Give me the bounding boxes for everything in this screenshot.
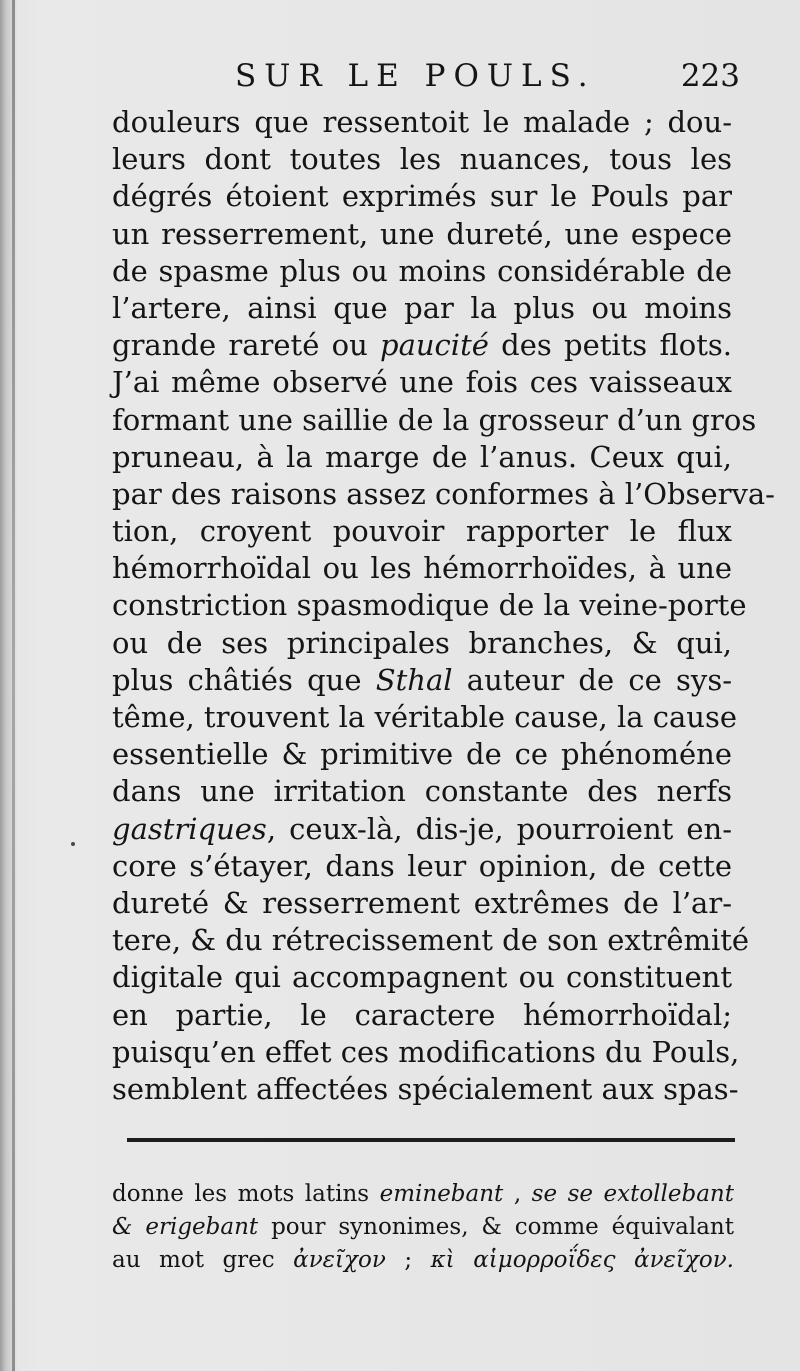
- italic-term: ἀνεῖχον: [293, 1247, 386, 1273]
- text-line-2: [112, 141, 732, 178]
- text-line-16: [112, 662, 732, 699]
- footnote-line-2: [112, 1211, 734, 1244]
- footnote-separator-rule: [127, 1138, 735, 1142]
- text-line-11: [112, 476, 775, 513]
- text-line-8: [112, 364, 732, 401]
- text-line-6: [112, 290, 732, 327]
- text-line-25: [112, 997, 732, 1034]
- footnote-line-1: [112, 1178, 734, 1211]
- footnote-line-3: [112, 1244, 734, 1277]
- ink-speck: [71, 842, 75, 846]
- italic-term: paucité: [380, 328, 489, 363]
- text-segment: pour synonimes, & comme équivalant: [258, 1214, 734, 1240]
- text-line-12: [112, 513, 732, 550]
- text-segment: leurs dont toutes les nuances, tous les: [112, 142, 732, 177]
- italic-term: & erigebant: [112, 1214, 259, 1240]
- text-line-27: [112, 1071, 739, 1108]
- text-segment: tion, croyent pouvoir rapporter le flux: [112, 514, 732, 549]
- text-line-18: [112, 736, 732, 773]
- text-segment: en partie, le caractere hémorrhoïdal;: [112, 997, 732, 1032]
- text-segment: un resserrement, une dureté, une espece: [112, 216, 732, 251]
- text-segment: digitale qui accompagnent ou constituent: [112, 960, 732, 995]
- text-segment: core s’étayer, dans leur opinion, de cette: [112, 848, 732, 883]
- text-segment: puisqu’en effet ces modifications du Pouls,: [112, 1034, 740, 1069]
- text-line-17: [112, 699, 738, 736]
- text-line-14: [112, 587, 747, 624]
- text-line-23: [112, 922, 750, 959]
- text-segment: tême, trouvent la véritable cause, la cause: [112, 700, 738, 734]
- italic-term: se se extollebant: [531, 1181, 734, 1207]
- text-segment: plus châtiés que: [112, 662, 376, 697]
- binding-gutter: [12, 0, 15, 1371]
- text-line-5: [112, 253, 732, 290]
- text-line-9: [112, 402, 757, 439]
- text-segment: ou de ses principales branches, & qui,: [112, 625, 732, 660]
- main-text-block: [112, 104, 775, 1108]
- text-line-24: [112, 959, 732, 996]
- text-segment: douleurs que ressentoit le malade ; dou-: [112, 105, 732, 139]
- text-segment: formant une saillie de la grosseur d’un gros: [112, 402, 757, 437]
- text-segment: donne les mots latins: [112, 1181, 380, 1207]
- running-title: SUR LE POULS.: [235, 58, 596, 94]
- text-line-21: [112, 848, 732, 885]
- text-line-3: [112, 178, 732, 215]
- italic-term: eminebant: [379, 1181, 504, 1207]
- text-line-15: [112, 625, 732, 662]
- text-line-10: [112, 439, 732, 476]
- text-segment: essentielle & primitive de ce phénoméne: [112, 737, 732, 772]
- text-segment: au mot grec: [112, 1247, 294, 1273]
- text-segment: de spasme plus ou moins considérable de: [112, 253, 732, 288]
- text-line-13: [112, 550, 732, 587]
- page-number: 223: [680, 58, 740, 94]
- text-segment: tere, & du rétrecissement de son extrêmité: [112, 923, 750, 958]
- text-segment: , ceux-là, dis-je, pourroient en-: [266, 811, 732, 846]
- text-segment: ;: [385, 1247, 431, 1273]
- italic-term: κὶ αἱμορροΐδες ἀνεῖχον.: [430, 1247, 734, 1273]
- text-line-20: [112, 811, 732, 848]
- text-line-7: [112, 327, 732, 364]
- text-segment: l’artere, ainsi que par la plus ou moins: [112, 290, 732, 325]
- text-segment: auteur de ce sys-: [452, 662, 732, 697]
- text-segment: dureté & resserrement extrêmes de l’ar-: [112, 885, 732, 920]
- text-line-1: [112, 104, 732, 141]
- text-line-26: [112, 1034, 740, 1071]
- text-segment: dans une irritation constante des nerfs: [112, 774, 732, 809]
- text-segment: pruneau, à la marge de l’anus. Ceux qui,: [112, 439, 732, 474]
- page-header: [235, 58, 740, 98]
- text-segment: ,: [503, 1181, 532, 1207]
- italic-term: gastriques: [112, 811, 267, 846]
- text-segment: des petits flots.: [488, 328, 733, 363]
- text-segment: semblent affectées spécialement aux spas-: [112, 1071, 739, 1106]
- text-segment: par des raisons assez conformes à l’Observa-: [112, 476, 775, 511]
- text-segment: constriction spasmodique de la veine-porte: [112, 588, 747, 623]
- text-segment: J’ai même observé une fois ces vaisseaux: [112, 365, 732, 400]
- text-segment: grande rareté ou: [112, 328, 381, 363]
- text-line-22: [112, 885, 732, 922]
- text-line-19: [112, 773, 732, 810]
- text-line-4: [112, 216, 732, 253]
- text-segment: hémorrhoïdal ou les hémorrhoïdes, à une: [112, 551, 732, 586]
- text-segment: dégrés étoient exprimés sur le Pouls par: [112, 179, 732, 214]
- footnote-block: [112, 1178, 734, 1277]
- italic-term: Sthal: [375, 662, 453, 697]
